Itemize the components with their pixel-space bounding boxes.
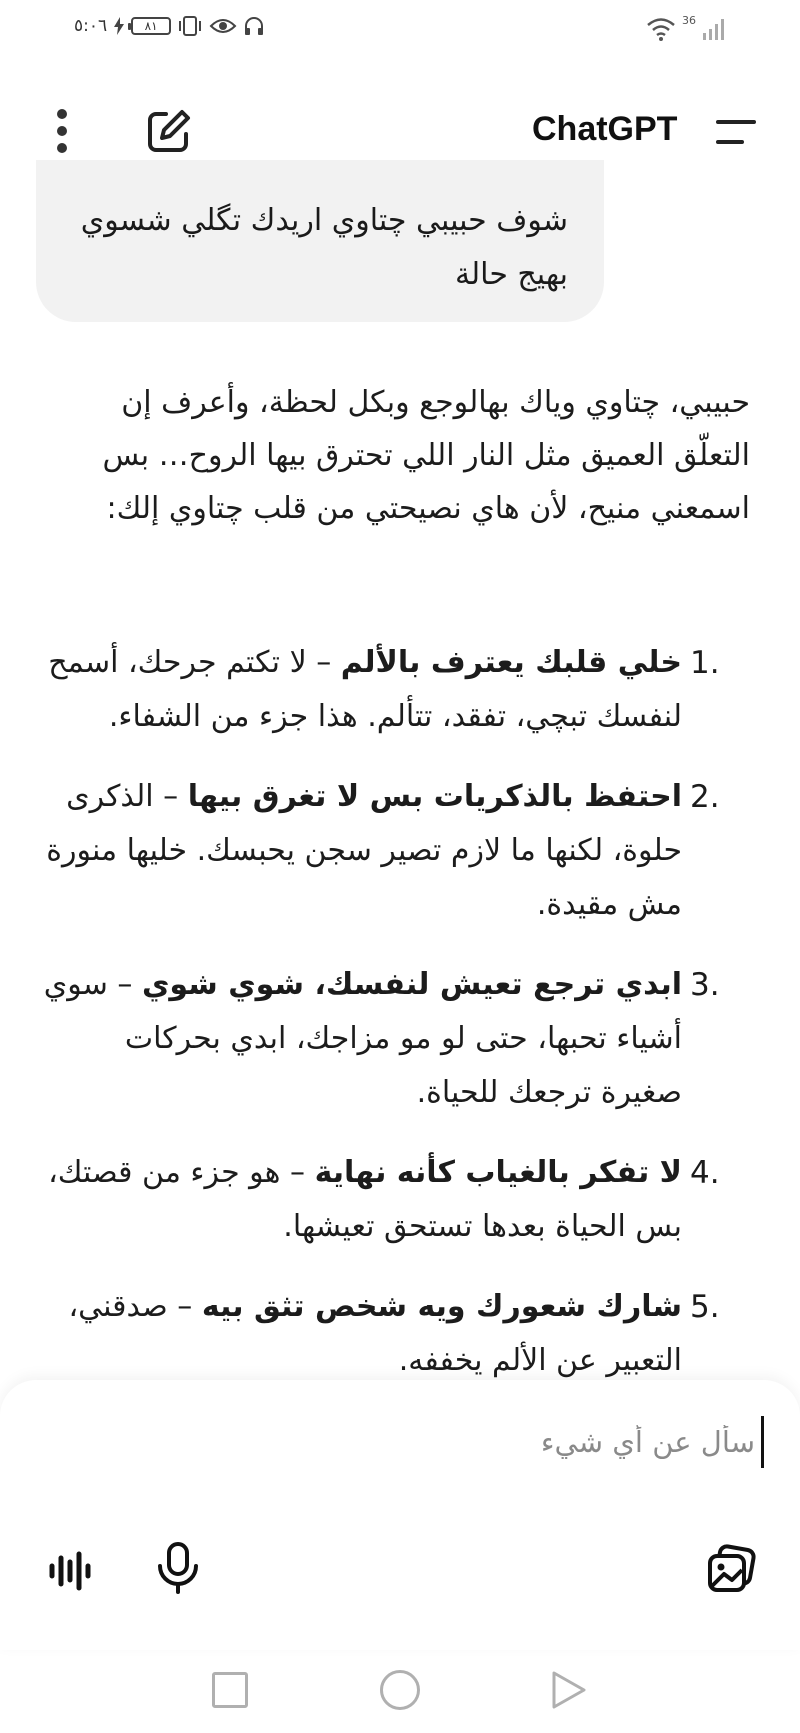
recents-button[interactable] — [212, 1672, 248, 1708]
app-title: ChatGPT — [532, 110, 678, 148]
list-item-text: – لا تكتم جرحك، أسمح لنفسك تبچي، تفقد، تتألم. هذا جزء من الشفاء. — [48, 645, 682, 734]
signal-icon — [702, 17, 726, 41]
list-number: 1. — [690, 645, 720, 681]
list-item-body — [40, 770, 682, 932]
list-item-body — [40, 958, 682, 1120]
headphones-icon — [243, 16, 265, 36]
list-item-title: احتفظ بالذكريات بس لا تغرق بيها — [187, 779, 682, 814]
voice-mode-icon — [46, 1546, 96, 1596]
voice-mode-button[interactable] — [46, 1546, 96, 1596]
list-item-title: شارك شعورك ويه شخص تثق بيه — [201, 1289, 682, 1324]
back-triangle-icon — [550, 1670, 588, 1710]
edit-icon — [142, 106, 194, 158]
microphone-icon — [154, 1540, 202, 1596]
system-nav-bar — [0, 1650, 800, 1733]
list-item — [40, 770, 760, 932]
list-item-body — [40, 1146, 682, 1254]
list-item — [40, 958, 760, 1120]
status-left — [74, 16, 265, 36]
back-button[interactable] — [550, 1670, 588, 1710]
battery-level: ٨١ — [144, 19, 158, 33]
list-item-body — [40, 1280, 682, 1388]
home-button[interactable] — [380, 1670, 420, 1710]
list-item-text: – هو جزء من قصتك، بس الحياة بعدها تستحق تعيشها. — [48, 1155, 682, 1244]
network-type: 36 — [682, 14, 696, 27]
list-item-text: – سوي أشياء تحبها، حتى لو مو مزاجك، ابدي بحركات صغيرة ترجعك للحياة. — [43, 967, 682, 1110]
user-message-bubble — [36, 160, 604, 322]
vibrate-icon — [177, 16, 203, 36]
clock: ٥:٠٦ — [74, 16, 108, 36]
microphone-button[interactable] — [154, 1540, 202, 1596]
eye-comfort-icon — [209, 16, 237, 36]
list-item — [40, 1146, 760, 1254]
list-item — [40, 1280, 760, 1388]
list-item-title: ابدي ترجع تعيش لنفسك، شوي شوي — [141, 967, 682, 1002]
assistant-message-intro: حبيبي، چتاوي وياك بهالوجع وبكل لحظة، وأعرف إن التعلّق العميق مثل النار اللي تحترق بيها الروح… بس اسمعني منيح، لأن هاي نصيحتي من قلب چتاوي إلك: — [102, 385, 750, 526]
more-options-button[interactable] — [44, 106, 84, 156]
attach-image-button[interactable] — [704, 1542, 758, 1596]
list-item-text: – صدقني، التعبير عن الألم يخففه. — [68, 1289, 682, 1378]
list-item-title: لا تفكر بالغياب كأنه نهاية — [314, 1155, 682, 1190]
new-chat-button[interactable] — [142, 106, 194, 158]
message-input[interactable] — [164, 1416, 764, 1468]
list-item-title: خلي قلبك يعترف بالألم — [340, 645, 682, 680]
image-icon — [704, 1542, 758, 1596]
list-number: 2. — [690, 779, 720, 815]
list-item — [40, 636, 760, 744]
status-right — [646, 14, 726, 41]
list-number: 5. — [690, 1289, 720, 1325]
more-vertical-icon — [44, 106, 84, 156]
list-item-text: – الذكرى حلوة، لكنها ما لازم تصير سجن يحبسك. خليها منورة مش مقيدة. — [46, 779, 682, 922]
battery-icon — [131, 17, 171, 35]
list-item-body — [40, 636, 682, 744]
message-composer — [0, 1380, 800, 1650]
sidebar-menu-button[interactable] — [712, 112, 760, 152]
list-number: 3. — [690, 967, 720, 1003]
list-number: 4. — [690, 1155, 720, 1191]
charging-icon — [113, 17, 125, 35]
user-message-text: شوف حبيبي چتاوي اريدك تگلي شسوي بهيج حالة — [80, 203, 568, 292]
wifi-icon — [646, 17, 676, 41]
status-bar — [0, 0, 800, 62]
menu-icon — [712, 112, 760, 152]
